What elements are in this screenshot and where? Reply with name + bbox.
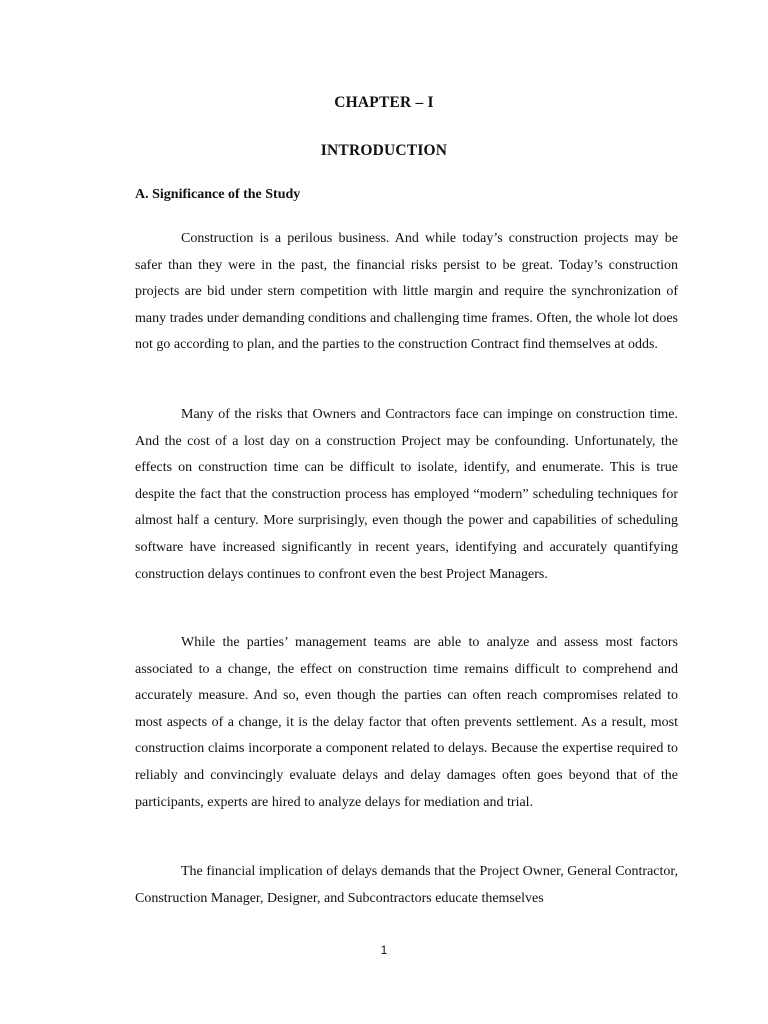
paragraph: Many of the risks that Owners and Contractors face can impinge on construction time. And the cost of a lost day on a construction Project may be confounding. Unfortunately, the effects on construction time can be difficult to isolate, identify, and enumerate. This is true despite the fact that the construction process has employed “modern” scheduling techniques for almost half a century. More surprisingly, even though the power and capabilities of scheduling software have increased significantly in recent years, identifying and accurately quantifying construction delays continues to confront even the best Project Managers. bbox=[135, 407, 678, 582]
section-title: A. Significance of the Study bbox=[135, 187, 301, 202]
chapter-heading: CHAPTER – I bbox=[334, 94, 434, 111]
chapter-title: INTRODUCTION bbox=[320, 142, 448, 159]
paragraph: While the parties’ management teams are able to analyze and assess most factors associated to a change, the effect on construction time remains difficult to comprehend and accurately measure. And so, even though the parties can often reach compromises related to most aspects of a change, it is the delay factor that often prevents settlement. As a result, most construction claims incorporate a component related to delays. Because the expertise required to reliably and convincingly evaluate delays and delay damages often goes beyond that of the participants, experts are hired to analyze delays for mediation and trial. bbox=[135, 635, 678, 810]
paragraph: Construction is a perilous business. And while today’s construction projects may be safer than they were in the past, the financial risks persist to be great. Today’s construction projects are bid under stern competition with little margin and require the synchronization of many trades under demanding conditions and challenging time frames. Often, the whole lot does not go according to plan, and the parties to the construction Contract find themselves at odds. bbox=[135, 231, 678, 353]
page-number: 1 bbox=[380, 943, 388, 957]
paragraph: The financial implication of delays demands that the Project Owner, General Contractor, Construction Manager, Designer, and Subcontractors educate themselves bbox=[135, 864, 678, 906]
